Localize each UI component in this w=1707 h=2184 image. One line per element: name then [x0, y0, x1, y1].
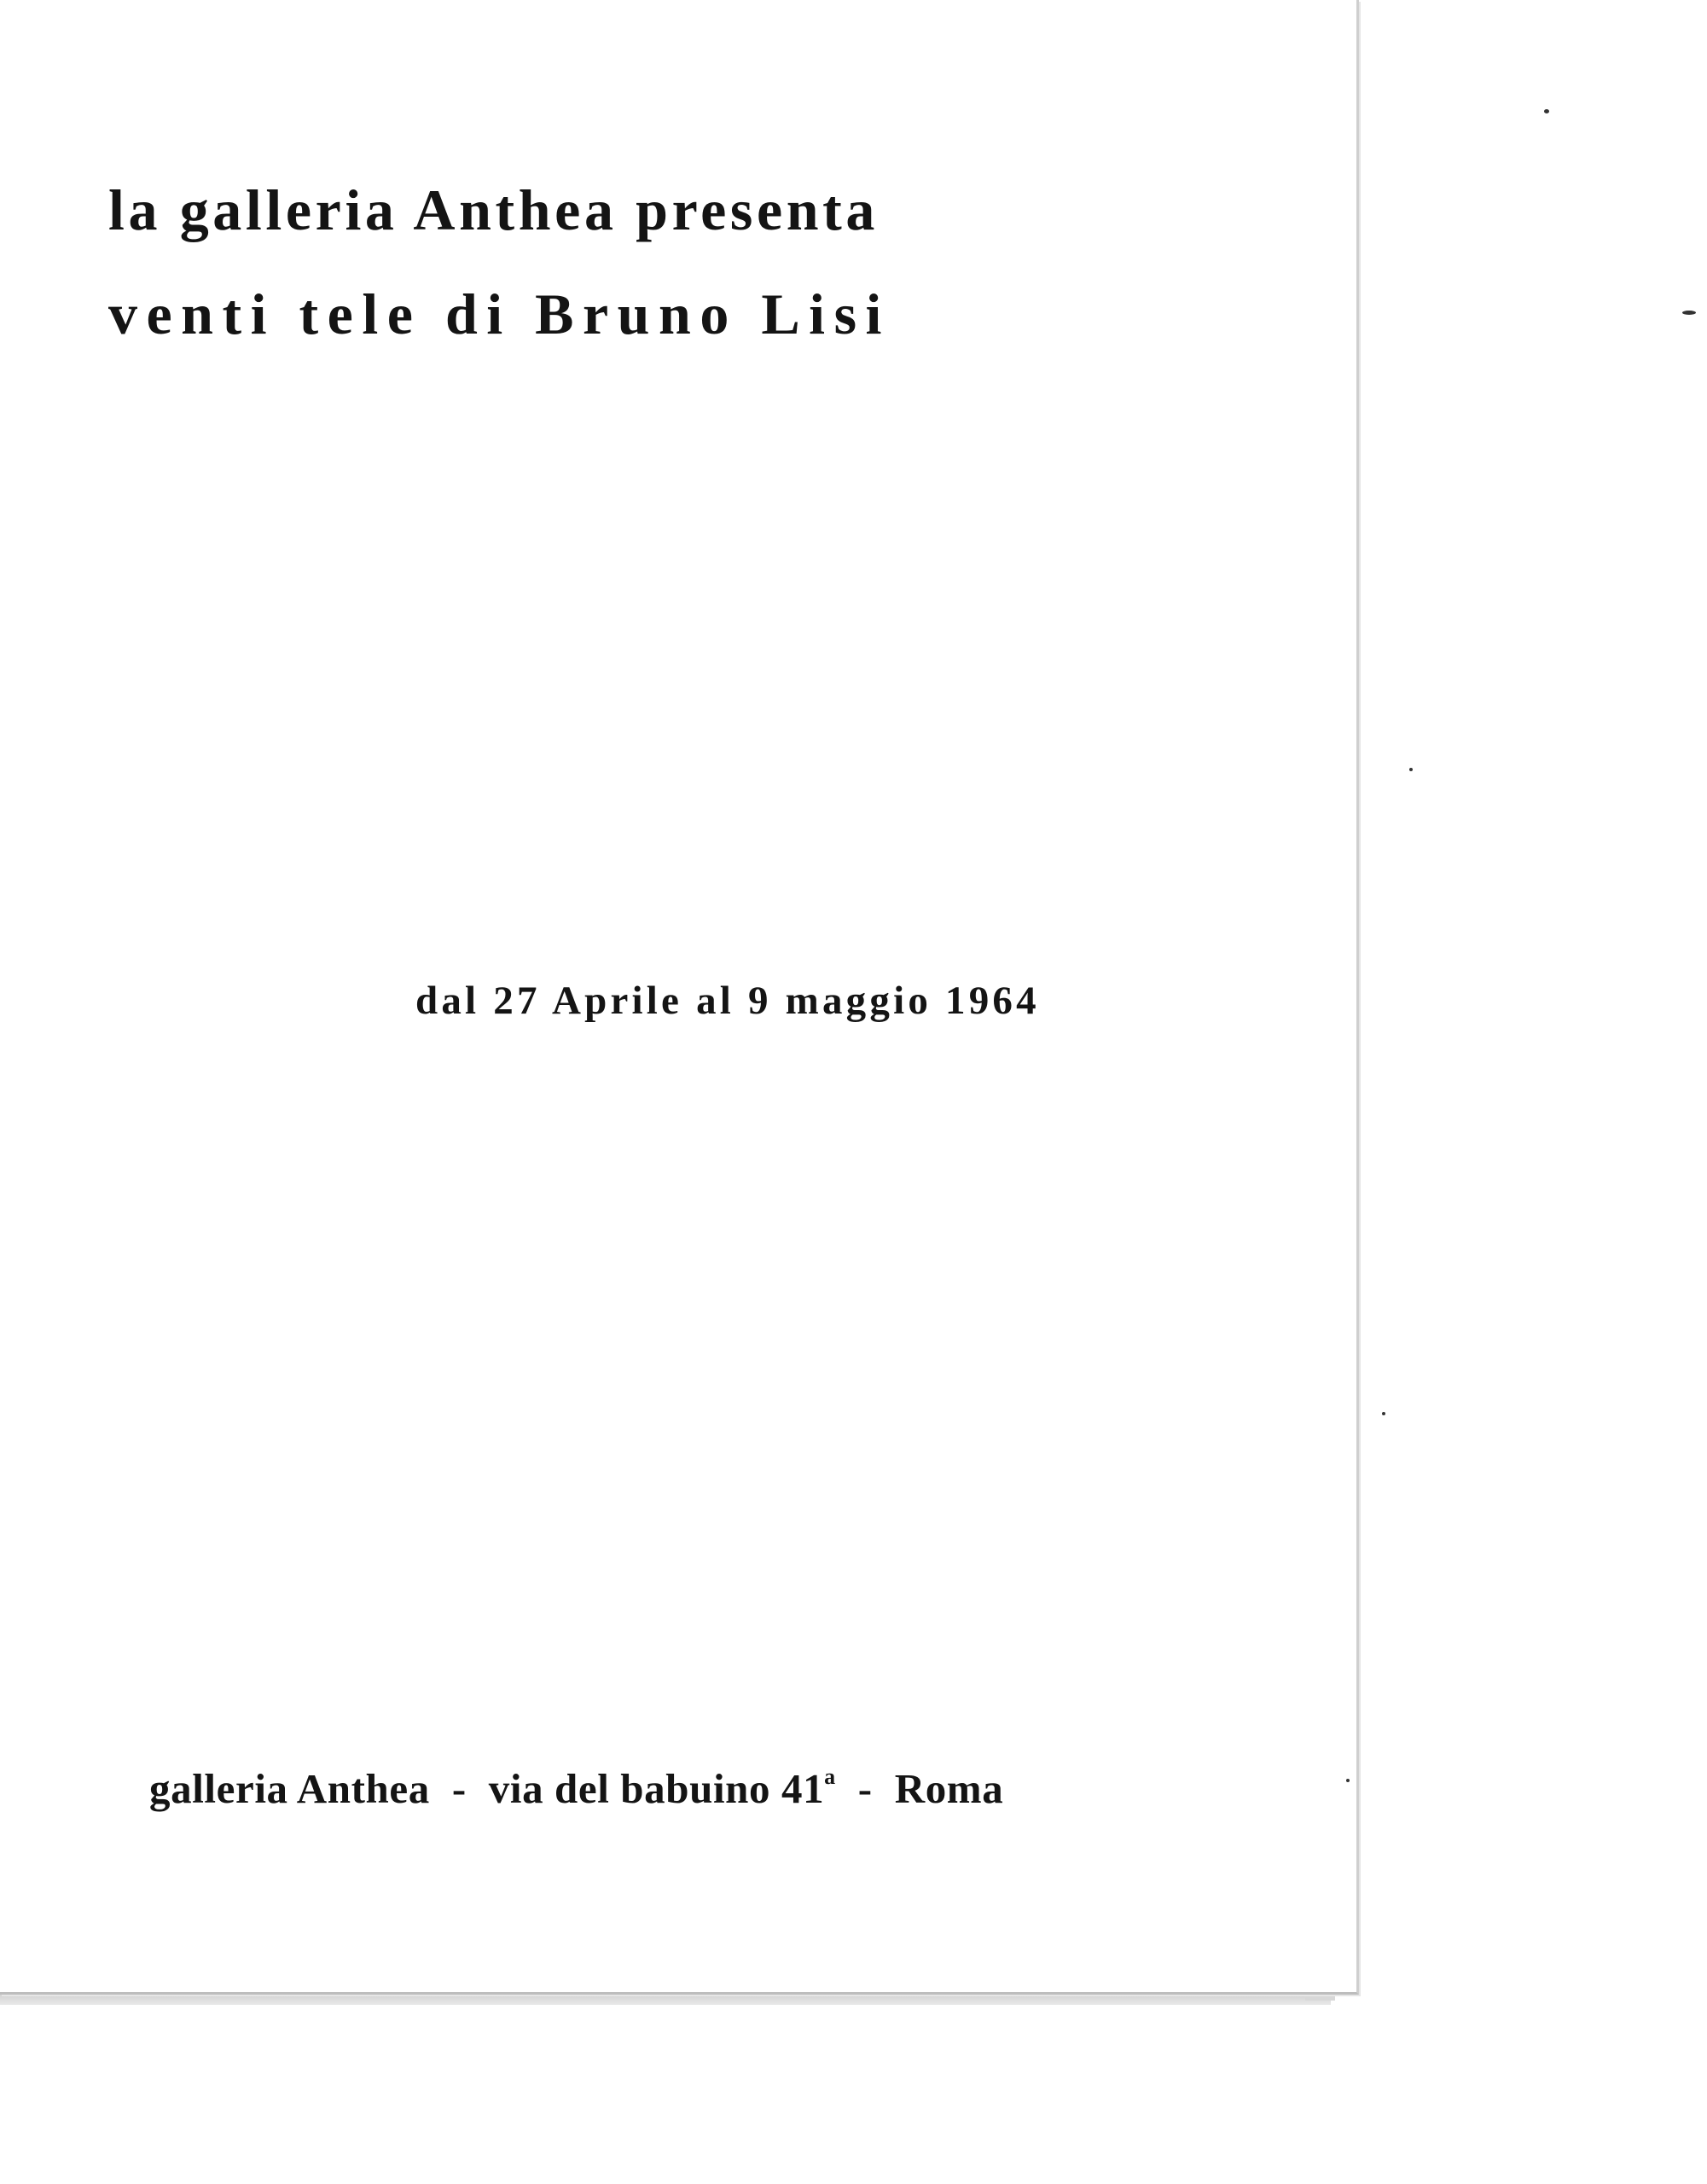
invitation-title [108, 177, 891, 346]
address-superscript: a [824, 1764, 836, 1789]
gallery-address-line [149, 1764, 1004, 1812]
title-line-2: venti tele di Bruno Lisi [108, 282, 891, 346]
scan-speck [1409, 768, 1413, 771]
exhibition-dates: dal 27 Aprile al 9 maggio 1964 [415, 979, 1040, 1023]
title-line-1: la galleria Anthea presenta [108, 177, 880, 242]
separator: - [857, 1765, 873, 1812]
gallery-name: galleria Anthea [149, 1765, 430, 1812]
scan-speck [1346, 1779, 1350, 1782]
scan-speck [1544, 109, 1549, 113]
back-sheet-edge [0, 1993, 1331, 2005]
scan-speck [1382, 1412, 1385, 1415]
city-name: Roma [894, 1765, 1004, 1812]
street-address: via del babuino 41 [488, 1765, 825, 1812]
scan-speck [1682, 311, 1696, 315]
separator: - [451, 1765, 467, 1812]
